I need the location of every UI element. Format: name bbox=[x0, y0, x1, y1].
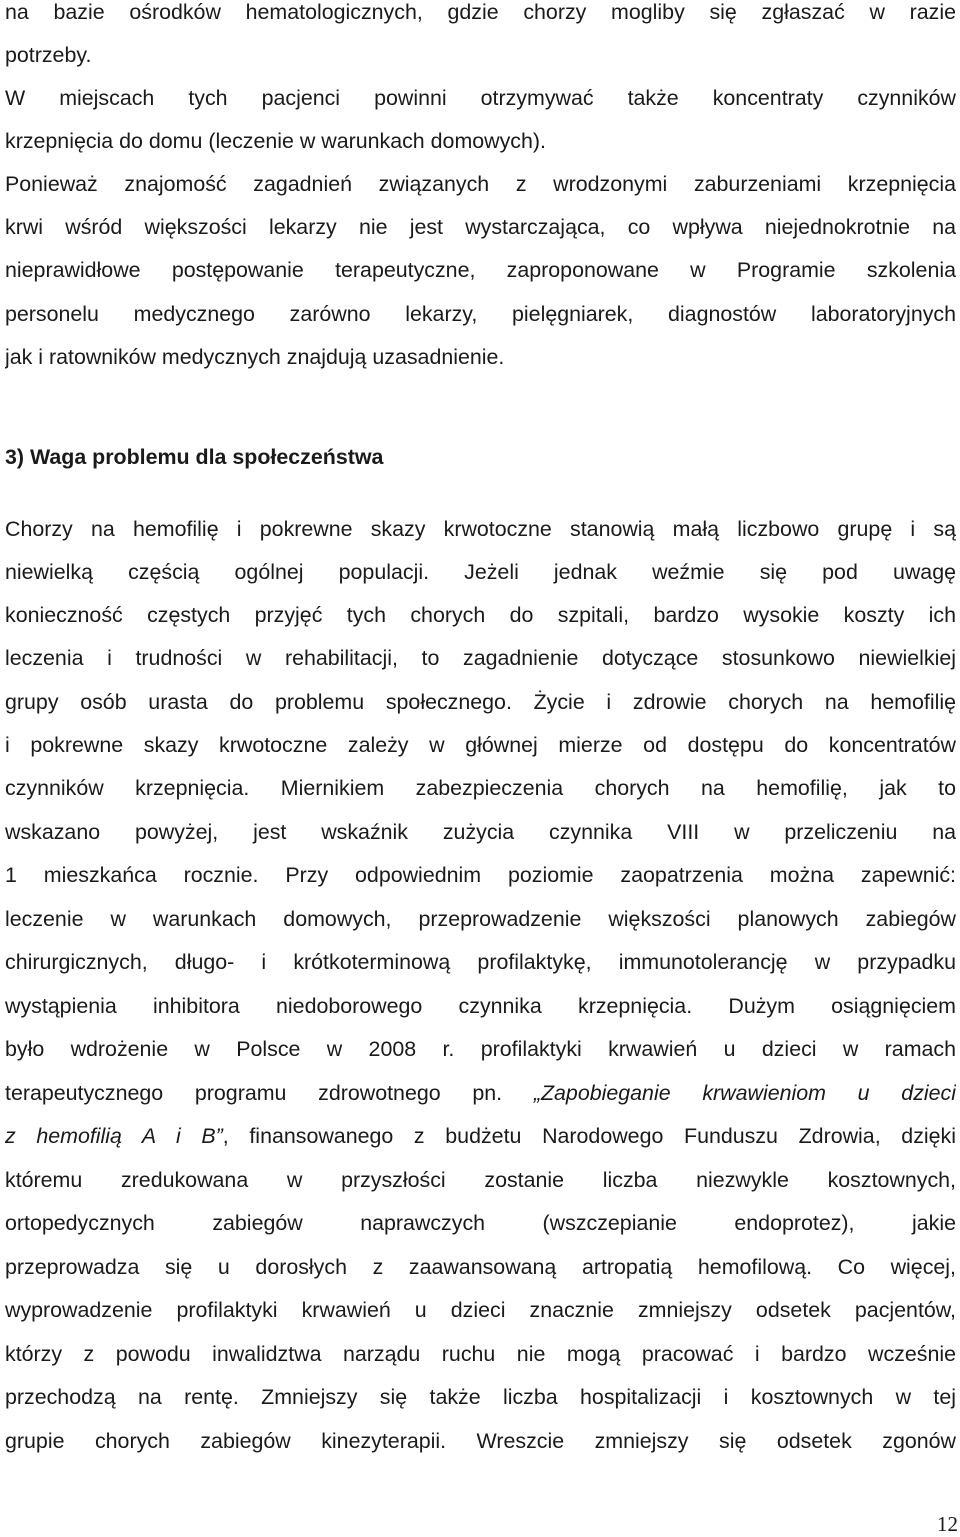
paragraph-line: krwi wśród większości lekarzy nie jest wystarczająca, co wpływa niejednokrotnie na bbox=[5, 215, 956, 239]
paragraph-line: grupie chorych zabiegów kinezyterapii. Wreszcie zmniejszy się odsetek zgonów bbox=[5, 1429, 956, 1453]
paragraph-text: , finansowanego z budżetu Narodowego Funduszu Zdrowia, dzięki bbox=[222, 1124, 956, 1148]
paragraph-line: Ponieważ znajomość zagadnień związanych z wrodzonymi zaburzeniami krzepnięcia bbox=[5, 172, 956, 196]
paragraph-line-mixed bbox=[5, 1118, 956, 1154]
paragraph-line: i pokrewne skazy krwotoczne zależy w głównej mierze od dostępu do koncentratów bbox=[5, 733, 956, 757]
paragraph-line: wskazano powyżej, jest wskaźnik zużycia czynnika VIII w przeliczeniu na bbox=[5, 820, 956, 844]
paragraph-line: czynników krzepnięcia. Miernikiem zabezpieczenia chorych na hemofilię, jak to bbox=[5, 776, 956, 800]
paragraph-line: którzy z powodu inwalidztwa narządu ruchu nie mogą pracować i bardzo wcześnie bbox=[5, 1342, 956, 1366]
paragraph-line: było wdrożenie w Polsce w 2008 r. profilaktyki krwawień u dzieci w ramach bbox=[5, 1037, 956, 1061]
paragraph-line: wystąpienia inhibitora niedoborowego czynnika krzepnięcia. Dużym osiągnięciem bbox=[5, 994, 956, 1018]
program-title-italic: z hemofilią A i B” bbox=[5, 1124, 223, 1148]
paragraph-line: krzepnięcia do domu (leczenie w warunkach domowych). bbox=[5, 129, 546, 153]
paragraph-line: przeprowadza się u dorosłych z zaawansowaną artropatią hemofilową. Co więcej, bbox=[5, 1255, 956, 1279]
page-number: 12 bbox=[937, 1512, 958, 1536]
paragraph-text: terapeutycznego programu zdrowotnego pn. bbox=[5, 1081, 534, 1105]
paragraph-line: 1 mieszkańca rocznie. Przy odpowiednim poziomie zaopatrzenia można zapewnić: bbox=[5, 863, 956, 887]
paragraph-line: któremu zredukowana w przyszłości zostanie liczba niezwykle kosztownych, bbox=[5, 1168, 956, 1192]
program-title-italic: „Zapobieganie krwawieniom u dzieci bbox=[533, 1081, 956, 1105]
paragraph-line: przechodzą na rentę. Zmniejszy się także liczba hospitalizacji i kosztownych w tej bbox=[5, 1385, 956, 1409]
paragraph-line: chirurgicznych, długo- i krótkoterminową profilaktykę, immunotolerancję w przypadku bbox=[5, 950, 956, 974]
paragraph-line: na bazie ośrodków hematologicznych, gdzie chorzy mogliby się zgłaszać w razie bbox=[5, 0, 956, 24]
paragraph-line: leczenie w warunkach domowych, przeprowadzenie większości planowych zabiegów bbox=[5, 907, 956, 931]
paragraph-line-mixed bbox=[5, 1075, 956, 1111]
paragraph-line: nieprawidłowe postępowanie terapeutyczne, zaproponowane w Programie szkolenia bbox=[5, 258, 956, 282]
paragraph-line: wyprowadzenie profilaktyki krwawień u dzieci znacznie zmniejszy odsetek pacjentów, bbox=[5, 1298, 956, 1322]
paragraph-line: leczenia i trudności w rehabilitacji, to zagadnienie dotyczące stosunkowo niewielkiej bbox=[5, 646, 956, 670]
paragraph-line: personelu medycznego zarówno lekarzy, pielęgniarek, diagnostów laboratoryjnych bbox=[5, 302, 956, 326]
paragraph-line: niewielką częścią ogólnej populacji. Jeżeli jednak weźmie się pod uwagę bbox=[5, 560, 956, 584]
paragraph-line: jak i ratowników medycznych znajdują uzasadnienie. bbox=[5, 345, 505, 369]
section-heading: 3) Waga problemu dla społeczeństwa bbox=[5, 445, 384, 469]
paragraph-line: ortopedycznych zabiegów naprawczych (wszczepianie endoprotez), jakie bbox=[5, 1211, 956, 1235]
paragraph-line: Chorzy na hemofilię i pokrewne skazy krwotoczne stanowią małą liczbowo grupę i są bbox=[5, 517, 956, 541]
paragraph-line: potrzeby. bbox=[5, 43, 92, 67]
paragraph-line: grupy osób urasta do problemu społecznego. Życie i zdrowie chorych na hemofilię bbox=[5, 690, 956, 714]
paragraph-line: konieczność częstych przyjęć tych chorych do szpitali, bardzo wysokie koszty ich bbox=[5, 603, 956, 627]
paragraph-line: W miejscach tych pacjenci powinni otrzymywać także koncentraty czynników bbox=[5, 86, 956, 110]
